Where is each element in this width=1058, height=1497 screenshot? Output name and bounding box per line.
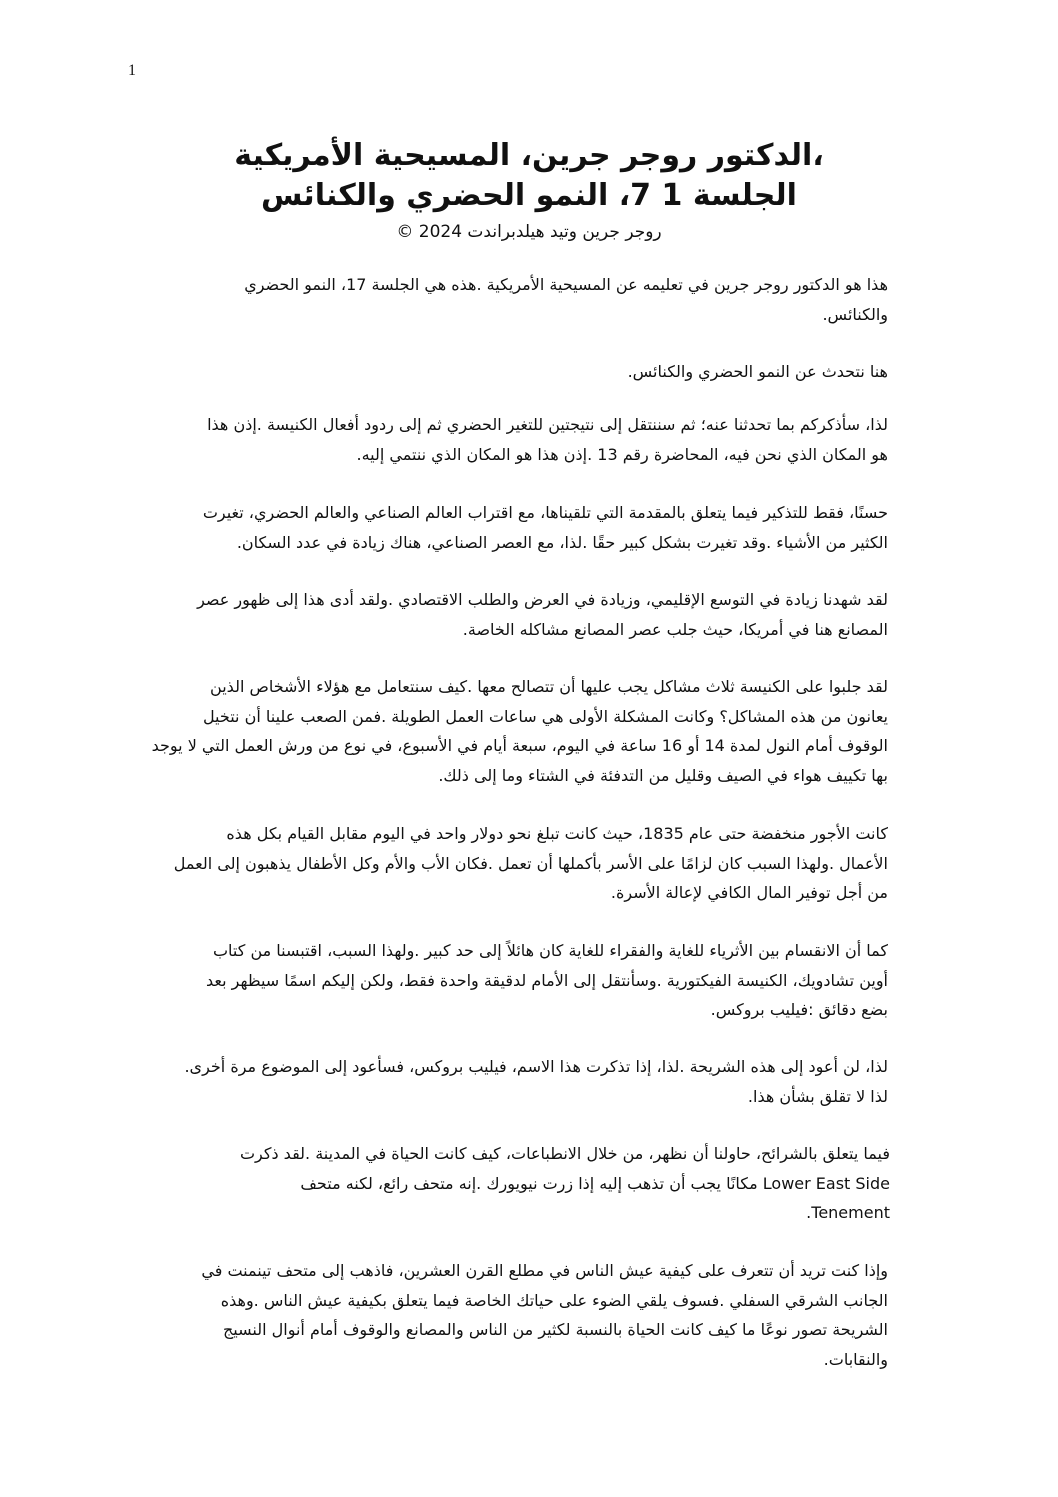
paragraph <box>160 1139 890 1228</box>
paragraph-line: والكنائس. <box>822 304 888 324</box>
paragraph-line: حسنًا، فقط للتذكير فيما يتعلق بالمقدمة التي تلقيناها، مع اقتراب العالم الصناعي والعالم الحضري، تغيرت <box>202 503 888 522</box>
paragraph-line: كانت الأجور منخفضة حتى عام 1835، حيث كانت تبلغ نحو دولار واحد في اليوم مقابل القيام بكل هذه <box>226 824 888 843</box>
paragraph-line: يعانون من هذه المشاكل؟ وكانت المشكلة الأولى هي ساعات العمل الطويلة .فمن الصعب علينا أن نتخيل <box>202 706 888 726</box>
paragraph-line: لذا، سأذكركم بما تحدثنا عنه؛ ثم سننتقل إلى نتيجتين للتغير الحضري ثم إلى ردود أفعال الكنيسة .إذن هذا <box>207 415 888 434</box>
document-title-line-1: ،الدكتور روجر جرين، المسيحية الأمريكية <box>234 138 824 173</box>
paragraph-line: الوقوف أمام النول لمدة 14 أو 16 ساعة في اليوم، سبعة أيام في الأسبوع، في نوع من ورش العمل التي لا يوجد <box>151 736 888 755</box>
paragraph-line: لقد شهدنا زيادة في التوسع الإقليمي، وزيادة في العرض والطلب الاقتصادي .ولقد أدى هذا إلى ظهور عصر <box>197 590 888 609</box>
paragraph-line: وإذا كنت تريد أن تتعرف على كيفية عيش الناس في مطلع القرن العشرين، فاذهب إلى متحف تينمنت في <box>201 1261 888 1280</box>
paragraph <box>158 357 888 387</box>
paragraph-line: لقد جلبوا على الكنيسة ثلاث مشاكل يجب عليها أن تتصالح معها .كيف سنتعامل مع هؤلاء الأشخاص الذين <box>210 677 888 696</box>
paragraph-line: هنا نتحدث عن النمو الحضري والكنائس. <box>627 362 888 381</box>
paragraph <box>158 270 888 329</box>
paragraph <box>158 585 888 644</box>
paragraph <box>158 1256 888 1374</box>
paragraph-line: أوين تشادويك، الكنيسة الفيكتورية .وسأنتقل إلى الأمام لدقيقة واحدة فقط، ولكن إليكم اسمًا سيظهر بعد <box>205 970 888 990</box>
paragraph-line: الجانب الشرقي السفلي .فسوف يلقي الضوء على حياتك الخاصة فيما يتعلق بكيفية عيش الناس .وهذه <box>220 1290 888 1310</box>
paragraph-line: فيما يتعلق بالشرائح، حاولنا أن نظهر، من خلال الانطباعات، كيف كانت الحياة في المدينة .لقد ذكرت <box>239 1144 890 1163</box>
copyright-line: روجر جرين وتيد هيلدبراندت 2024 © <box>396 222 662 242</box>
paragraph <box>158 410 888 469</box>
paragraph-line: الكثير من الأشياء .وقد تغيرت بشكل كبير حقًا .لذا، مع العصر الصناعي، هناك زيادة في عدد السكان. <box>236 532 888 552</box>
paragraph-line: من أجل توفير المال الكافي لإعالة الأسرة. <box>610 883 888 902</box>
paragraph <box>158 498 888 557</box>
paragraph-line: الأعمال .ولهذا السبب كان لزامًا على الأسر بأكملها أن تعمل .فكان الأب والأم وكل الأطفال يذهبون إلى العمل <box>173 853 888 873</box>
paragraph <box>158 819 888 908</box>
paragraph-line: هذا هو الدكتور روجر جرين في تعليمه عن المسيحية الأمريكية .هذه هي الجلسة 17، النمو الحضري <box>244 275 888 294</box>
paragraph-line: لذا، لن أعود إلى هذه الشريحة .لذا، إذا تذكرت هذا الاسم، فيليب بروكس، فسأعود إلى الموضوع مرة أخرى. <box>184 1057 888 1076</box>
page-number: 1 <box>128 62 136 79</box>
paragraph-line: Tenement. <box>806 1203 890 1222</box>
paragraph-line: Lower East Side مكانًا يجب أن تذهب إليه إذا زرت نيويورك .إنه متحف رائع، لكنه متحف <box>300 1173 890 1193</box>
paragraph-line: بها تكييف هواء في الصيف وقليل من التدفئة في الشتاء وما إلى ذلك. <box>438 765 888 785</box>
paragraph <box>158 936 888 1025</box>
paragraph-line: المصانع هنا في أمريكا، حيث جلب عصر المصانع مشاكله الخاصة. <box>462 619 888 639</box>
paragraph-line: كما أن الانقسام بين الأثرياء للغاية والفقراء للغاية كان هائلاً إلى حد كبير .ولهذا السبب، اقتبسنا من كتاب <box>212 941 888 960</box>
paragraph-line: لذا لا تقلق بشأن هذا. <box>747 1086 888 1106</box>
paragraph-line: الشريحة تصور نوعًا ما كيف كانت الحياة بالنسبة لكثير من الناس والمصانع والوقوف أمام أنوال النسيج <box>222 1320 888 1339</box>
paragraph-line: هو المكان الذي نحن فيه، المحاضرة رقم 13 .إذن هذا هو المكان الذي ننتمي إليه. <box>356 444 888 464</box>
paragraph <box>158 1052 888 1111</box>
document-title-line-2: الجلسة 1 7، النمو الحضري والكنائس <box>261 178 797 213</box>
paragraph-line: بضع دقائق :فيليب بروكس. <box>710 1000 888 1019</box>
paragraph-line: والنقابات. <box>823 1349 888 1369</box>
paragraph <box>151 672 888 790</box>
